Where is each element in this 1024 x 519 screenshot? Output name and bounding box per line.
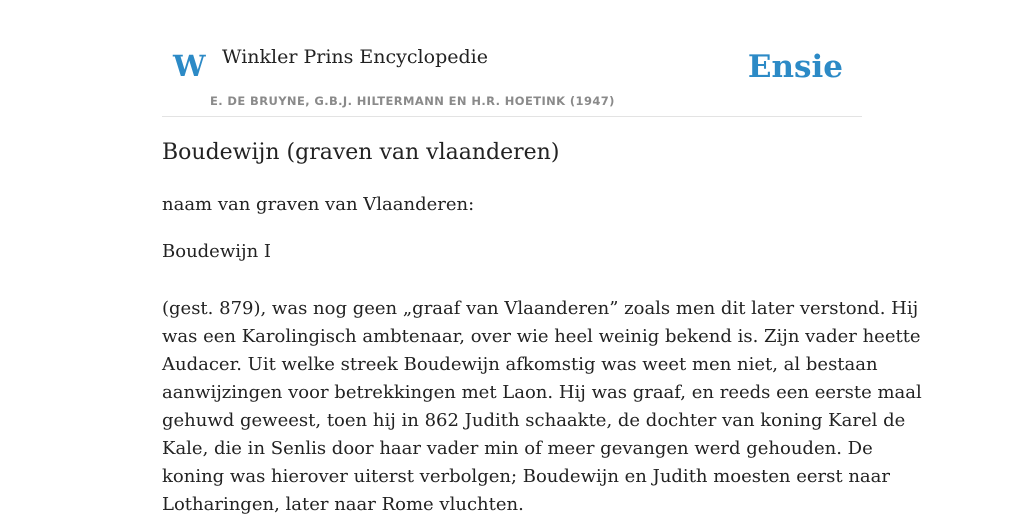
- source-header: [162, 0, 862, 117]
- entry-paragraph: [162, 295, 922, 519]
- paragraph-line: Kale, die in Senlis door haar vader min of meer gevangen werd gehouden. De: [162, 438, 873, 459]
- entry-subheading: Boudewijn I: [162, 241, 272, 262]
- paragraph-line: Audacer. Uit welke streek Boudewijn afkomstig was weet men niet, al bestaan: [162, 354, 878, 375]
- paragraph-line: koning was hierover uiterst verbolgen; Boudewijn en Judith moesten eerst naar: [162, 466, 890, 487]
- paragraph-line: aanwijzingen voor betrekkingen met Laon. Hij was graaf, en reeds een eerste maal: [162, 382, 922, 403]
- entry-intro: naam van graven van Vlaanderen:: [162, 194, 475, 215]
- paragraph-line: Lotharingen, later naar Rome vluchten.: [162, 494, 524, 515]
- paragraph-line: (gest. 879), was nog geen „graaf van Vlaanderen” zoals men dit later verstond. Hij: [162, 298, 919, 319]
- ensie-logo[interactable]: Ensie: [747, 49, 843, 85]
- entry-title: Boudewijn (graven van vlaanderen): [162, 140, 560, 165]
- encyclopedia-logo-icon[interactable]: W: [173, 49, 206, 83]
- book-title-link[interactable]: Winkler Prins Encyclopedie: [222, 46, 488, 68]
- page: [162, 0, 922, 515]
- paragraph-line: gehuwd geweest, toen hij in 862 Judith schaakte, de dochter van koning Karel de: [162, 410, 906, 431]
- book-authors: E. DE BRUYNE, G.B.J. HILTERMANN EN H.R. HOETINK (1947): [210, 94, 615, 108]
- paragraph-line: was een Karolingisch ambtenaar, over wie heel weinig bekend is. Zijn vader heette: [162, 326, 921, 347]
